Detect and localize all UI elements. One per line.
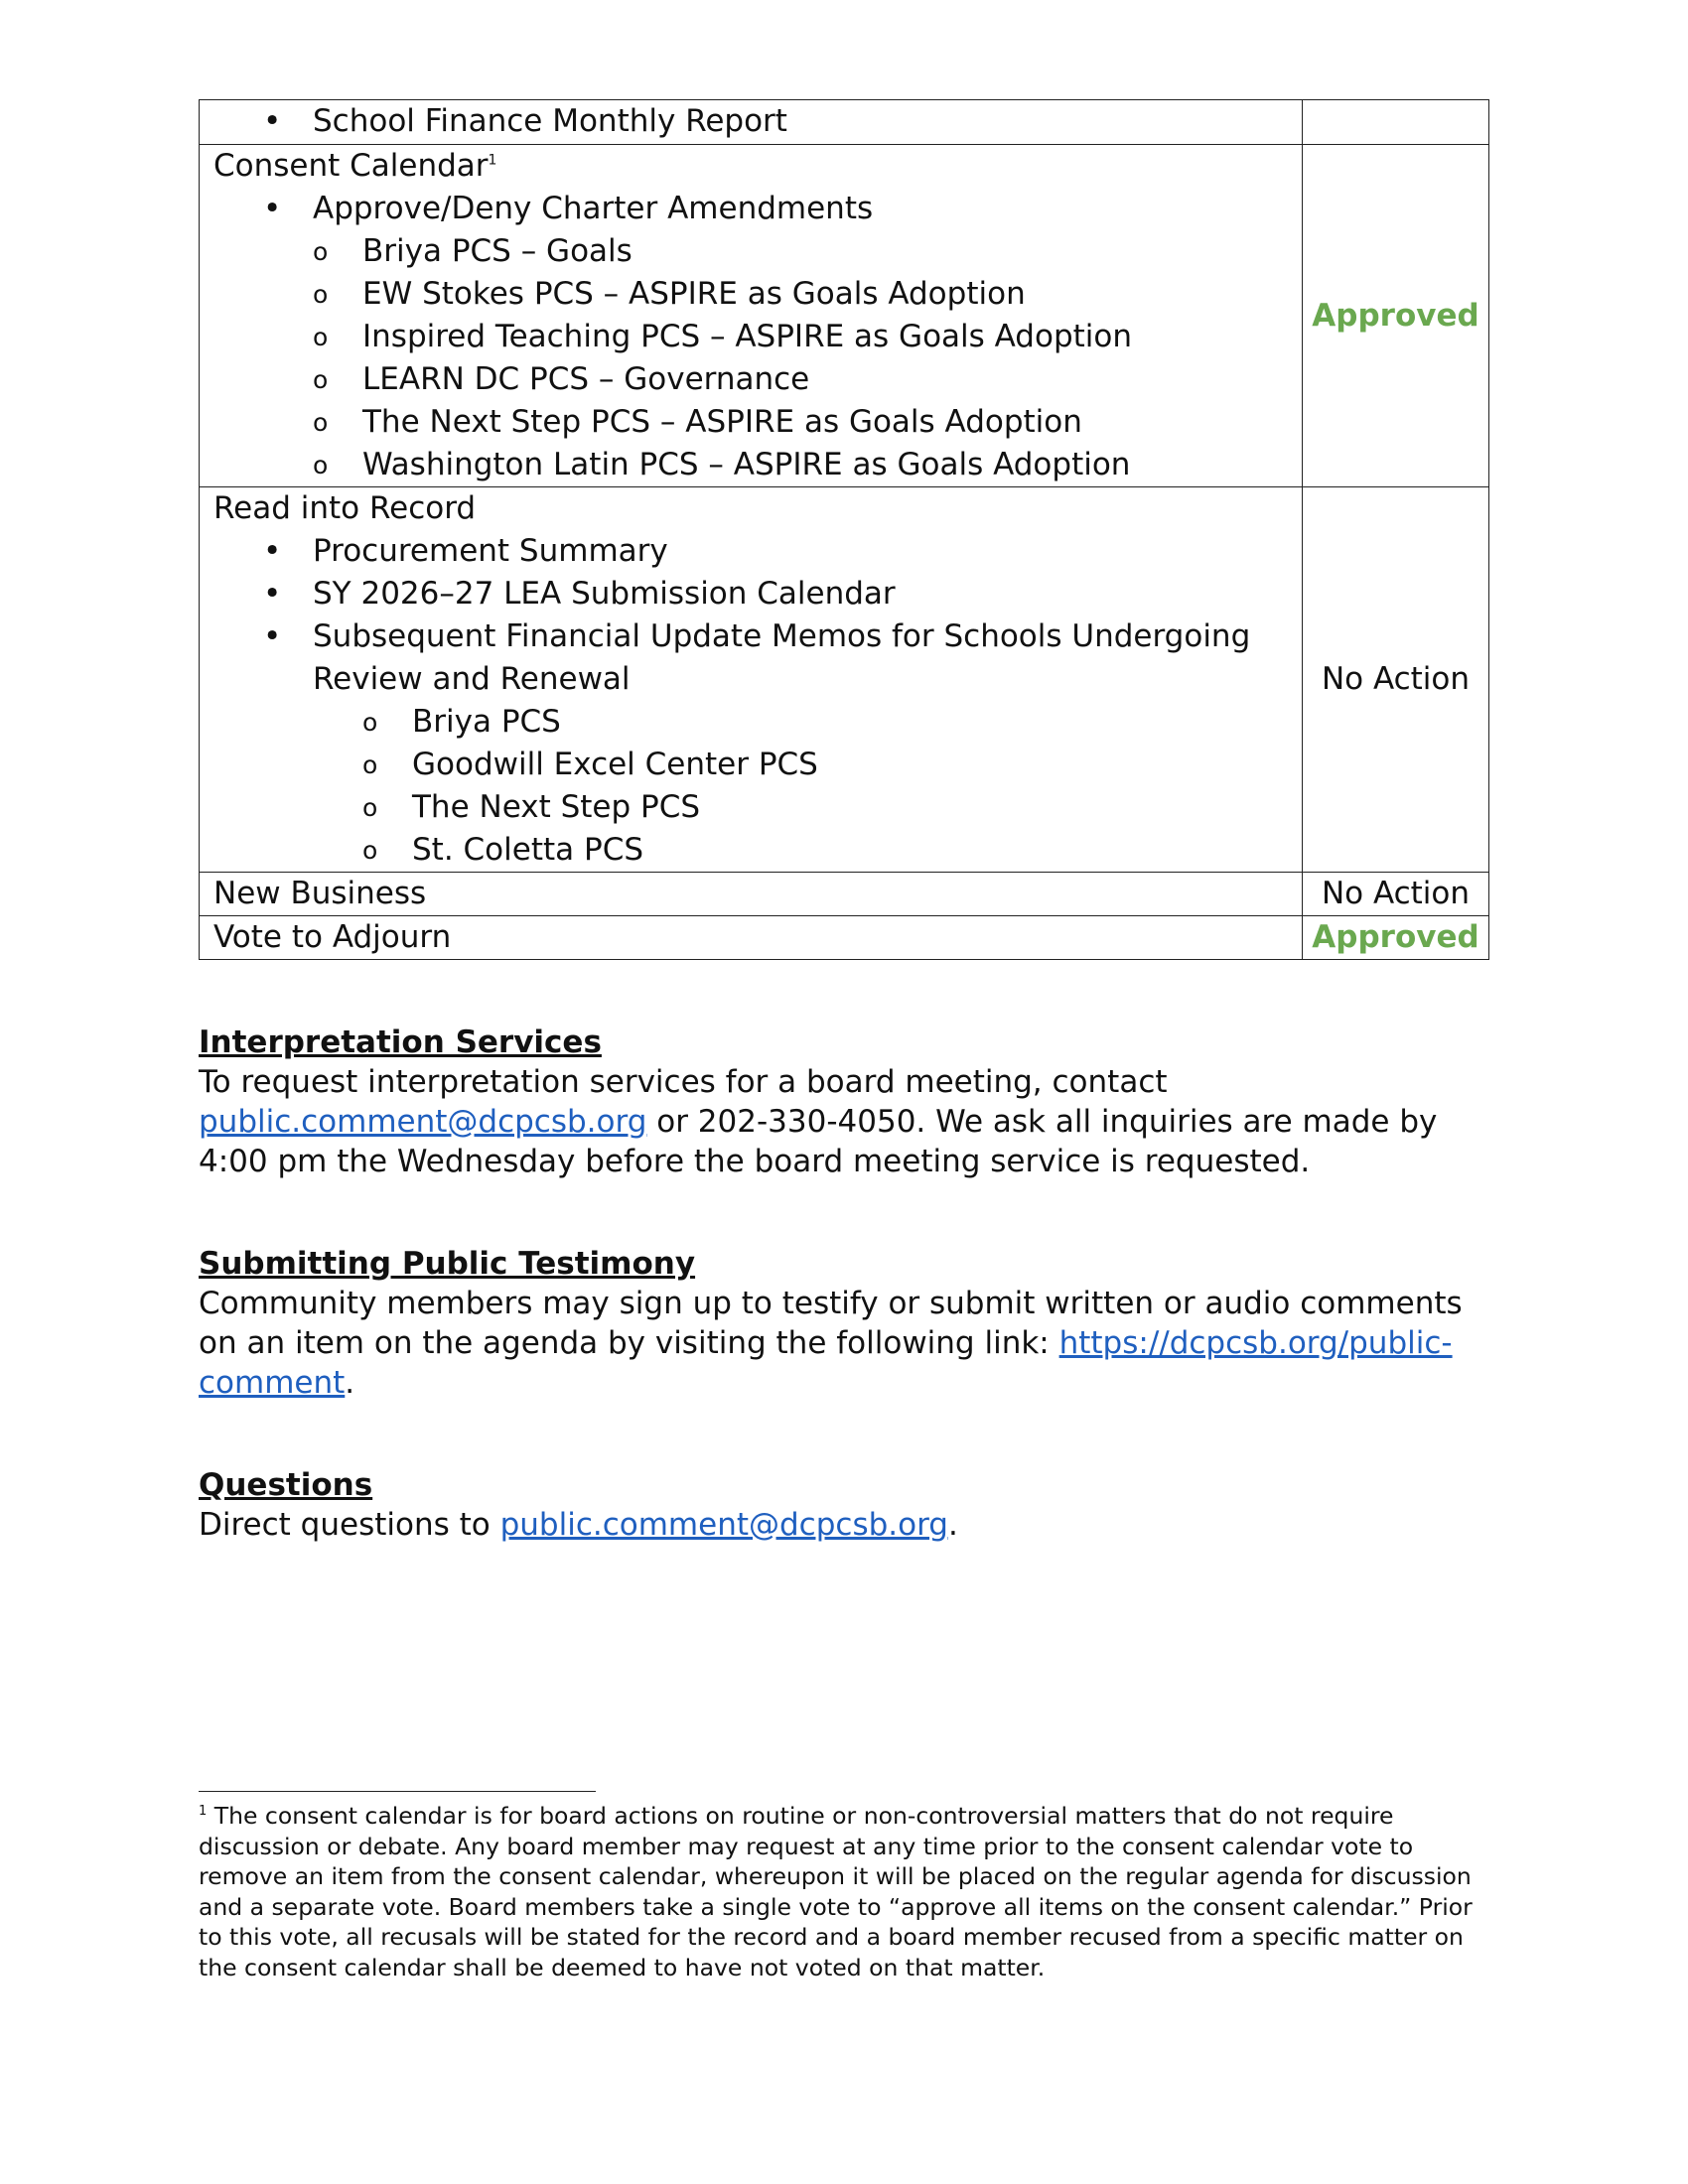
agenda-heading: Vote to Adjourn xyxy=(213,919,452,955)
status-cell xyxy=(1303,100,1489,145)
section-text: To request interpretation services for a board meeting, contact public.comment@dcpcsb.org or 202-330-4050. We ask all inquiries are made by 4:00 pm the Wednesday before the board meeting service is requested. xyxy=(199,1064,1438,1179)
section-title: Interpretation Services xyxy=(199,1024,602,1060)
list-item: • Procurement Summary xyxy=(213,530,1288,573)
agenda-row-new-business xyxy=(200,873,1489,916)
bullet-list xyxy=(213,100,1288,143)
list-item: o The Next Step PCS xyxy=(213,786,1288,829)
agenda-row-read-into-record xyxy=(200,487,1489,873)
interpretation-section xyxy=(199,1023,1499,1181)
agenda-item-cell xyxy=(200,100,1303,145)
list-item: • Subsequent Financial Update Memos for Schools Undergoing Review and Renewal xyxy=(213,615,1288,701)
agenda-item-cell xyxy=(200,487,1303,873)
list-item: • Approve/Deny Charter Amendments xyxy=(213,188,1288,230)
list-item: o St. Coletta PCS xyxy=(213,829,1288,872)
testimony-section xyxy=(199,1244,1499,1403)
status-no-action: No Action xyxy=(1303,873,1489,916)
sub-list xyxy=(213,230,1288,486)
agenda-table xyxy=(199,99,1489,960)
agenda-row-consent-calendar xyxy=(200,145,1489,487)
footnote-ref[interactable]: 1 xyxy=(488,152,497,169)
email-link[interactable]: public.comment@dcpcsb.org xyxy=(499,1507,948,1543)
agenda-item-cell xyxy=(200,145,1303,487)
footnote-text: The consent calendar is for board actions on routine or non-controversial matters that do not require discussion or debate. Any board member may request at any time prior to the consent calendar vote to remove an item from the consent calendar, whereupon it will be placed on the regular agenda for discussion and a separate vote. Board members take a single vote to “approve all items on the consent calendar.” Prior to this vote, all recusals will be stated for the record and a board member recused from a specific matter on the consent calendar shall be deemed to have not voted on that matter. xyxy=(199,1802,1473,1981)
list-item: o LEARN DC PCS – Governance xyxy=(213,358,1288,401)
footnote-marker: 1 xyxy=(199,1804,208,1820)
sub-list xyxy=(213,701,1288,872)
list-item: • SY 2026–27 LEA Submission Calendar xyxy=(213,573,1288,615)
agenda-row-finance-report xyxy=(200,100,1489,145)
status-approved: Approved xyxy=(1303,145,1489,487)
agenda-heading: Consent Calendar$^1$ xyxy=(213,148,497,184)
agenda-row-adjourn xyxy=(200,916,1489,960)
list-item: o Inspired Teaching PCS – ASPIRE as Goals Adoption xyxy=(213,316,1288,358)
list-item: o EW Stokes PCS – ASPIRE as Goals Adoption xyxy=(213,273,1288,316)
list-item: o Washington Latin PCS – ASPIRE as Goals Adoption xyxy=(213,444,1288,486)
agenda-item-cell xyxy=(200,873,1303,916)
footnote xyxy=(199,1801,1499,1982)
list-item: o Goodwill Excel Center PCS xyxy=(213,744,1288,786)
status-no-action: No Action xyxy=(1303,487,1489,873)
footnote-divider xyxy=(199,1791,596,1792)
section-title: Questions xyxy=(199,1467,373,1503)
section-title: Submitting Public Testimony xyxy=(199,1246,696,1282)
section-text: Direct questions to public.comment@dcpcsb.org. xyxy=(199,1507,958,1543)
agenda-heading: New Business xyxy=(213,876,427,911)
bullet-list xyxy=(213,188,1288,230)
list-item: o Briya PCS – Goals xyxy=(213,230,1288,273)
agenda-heading: Read into Record xyxy=(213,490,477,526)
list-item: o Briya PCS xyxy=(213,701,1288,744)
section-text: Community members may sign up to testify or submit written or audio comments on an item on the agenda by visiting the following link: https://dcpcsb.org/public-comment. xyxy=(199,1286,1463,1401)
list-item: o The Next Step PCS – ASPIRE as Goals Adoption xyxy=(213,401,1288,444)
status-approved: Approved xyxy=(1303,916,1489,960)
questions-section xyxy=(199,1465,1499,1545)
public-comment-link[interactable]: https://dcpcsb.org/public-comment xyxy=(199,1325,1453,1401)
agenda-item-cell xyxy=(200,916,1303,960)
bullet-list xyxy=(213,530,1288,701)
list-item: • School Finance Monthly Report xyxy=(213,100,1288,143)
email-link[interactable]: public.comment@dcpcsb.org xyxy=(199,1104,647,1140)
